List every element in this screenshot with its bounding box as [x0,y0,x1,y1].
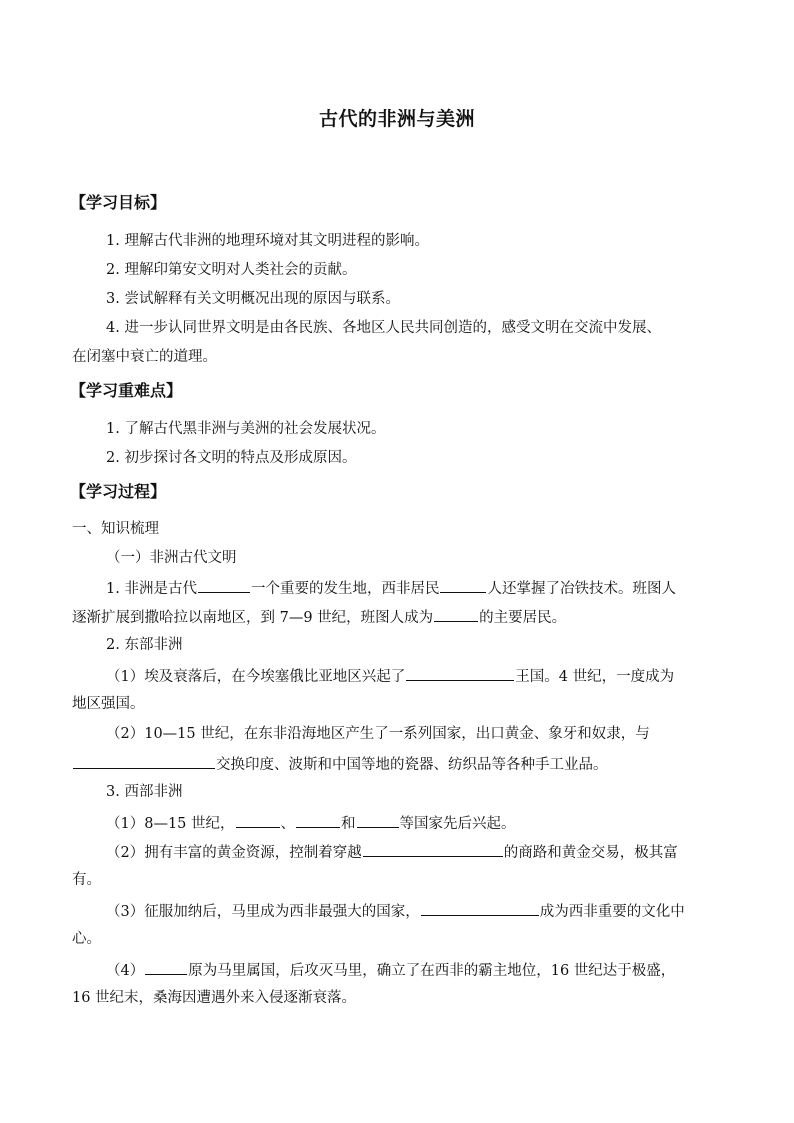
e2-line2-text: 交换印度、波斯和中国等地的瓷器、纺织品等各种手工业品。 [216,757,608,773]
section-heading-goals: 【学习目标】 [70,193,167,212]
answer-blank[interactable] [73,753,215,769]
east-question-2: （2）10—15 世纪，在东非沿海地区产生了一系列国家，出口黄金、象牙和奴隶，与 [106,726,650,742]
key-point-1: 1. 了解古代黑非洲与美洲的社会发展状况。 [106,421,386,437]
question-1-cont [72,606,566,628]
section-heading-process: 【学习过程】 [70,482,167,501]
subsection-africa-heading: （一）非洲古代文明 [106,550,237,566]
east-africa-heading: 2. 东部非洲 [106,637,183,653]
w1-text-a: （1）8—15 世纪， [106,816,235,832]
w1-text-b: 、 [280,816,296,832]
answer-blank[interactable] [421,900,539,916]
east-question-2-cont [72,753,608,775]
answer-blank[interactable] [198,577,250,593]
question-1 [106,577,676,599]
answer-blank[interactable] [296,812,340,828]
w4-text-a: （4） [106,963,145,979]
goal-item-1: 1. 理解古代非洲的地理环境对其文明进程的影响。 [106,233,429,249]
e1-text-b: 王国。4 世纪，一度成为 [515,669,675,685]
west-question-2 [106,841,678,863]
answer-blank[interactable] [357,812,399,828]
w4-text-b: 原为马里属国，后攻灭马里，确立了在西非的霸主地位，16 世纪达于极盛， [188,963,676,979]
section-heading-key-points: 【学习重难点】 [70,381,183,400]
e1-text-a: （1）埃及衰落后，在今埃塞俄比亚地区兴起了 [106,669,406,685]
w1-text-c: 和 [341,816,356,832]
w3-text-a: （3）征服加纳后，马里成为西非最强大的国家， [106,904,420,920]
goal-item-4-cont: 在闭塞中衰亡的道理。 [72,349,217,365]
answer-blank[interactable] [434,606,478,622]
answer-blank[interactable] [363,841,503,857]
w3-text-b: 成为西非重要的文化中 [539,904,685,920]
w1-text-d: 等国家先后兴起。 [399,816,516,832]
west-africa-heading: 3. 西部非洲 [106,784,183,800]
west-question-1 [106,812,516,834]
page-title: 古代的非洲与美洲 [318,108,475,130]
q1-text-a: 1. 非洲是古代 [106,581,197,597]
answer-blank[interactable] [236,812,280,828]
w2-text-a: （2）拥有丰富的黄金资源，控制着穿越 [106,845,362,861]
goal-item-4: 4. 进一步认同世界文明是由各民族、各地区人民共同创造的，感受文明在交流中发展、 [106,320,661,336]
answer-blank[interactable] [145,959,187,975]
key-point-2: 2. 初步探讨各文明的特点及形成原因。 [106,450,357,466]
west-question-3-cont: 心。 [72,931,101,947]
q1-line2-text-a: 逐渐扩展到撒哈拉以南地区，到 7—9 世纪，班图人成为 [72,610,434,626]
west-question-3 [106,900,685,922]
east-question-1 [106,665,674,687]
w2-text-b: 的商路和黄金交易，极其富 [503,845,678,861]
east-question-1-cont: 地区强国。 [72,696,145,712]
answer-blank[interactable] [440,577,486,593]
part-1-heading: 一、知识梳理 [72,521,159,537]
west-question-4-cont: 16 世纪末，桑海因遭遇外来入侵逐渐衰落。 [72,990,357,1006]
q1-text-b: 一个重要的发生地，西非居民 [250,581,440,597]
q1-line2-text-b: 的主要居民。 [479,610,567,626]
q1-text-c: 人还掌握了冶铁技术。班图人 [487,581,676,597]
west-question-4 [106,959,675,981]
goal-item-3: 3. 尝试解释有关文明概况出现的原因与联系。 [106,291,400,307]
goal-item-2: 2. 理解印第安文明对人类社会的贡献。 [106,262,357,278]
answer-blank[interactable] [406,665,514,681]
west-question-2-cont: 有。 [72,872,101,888]
